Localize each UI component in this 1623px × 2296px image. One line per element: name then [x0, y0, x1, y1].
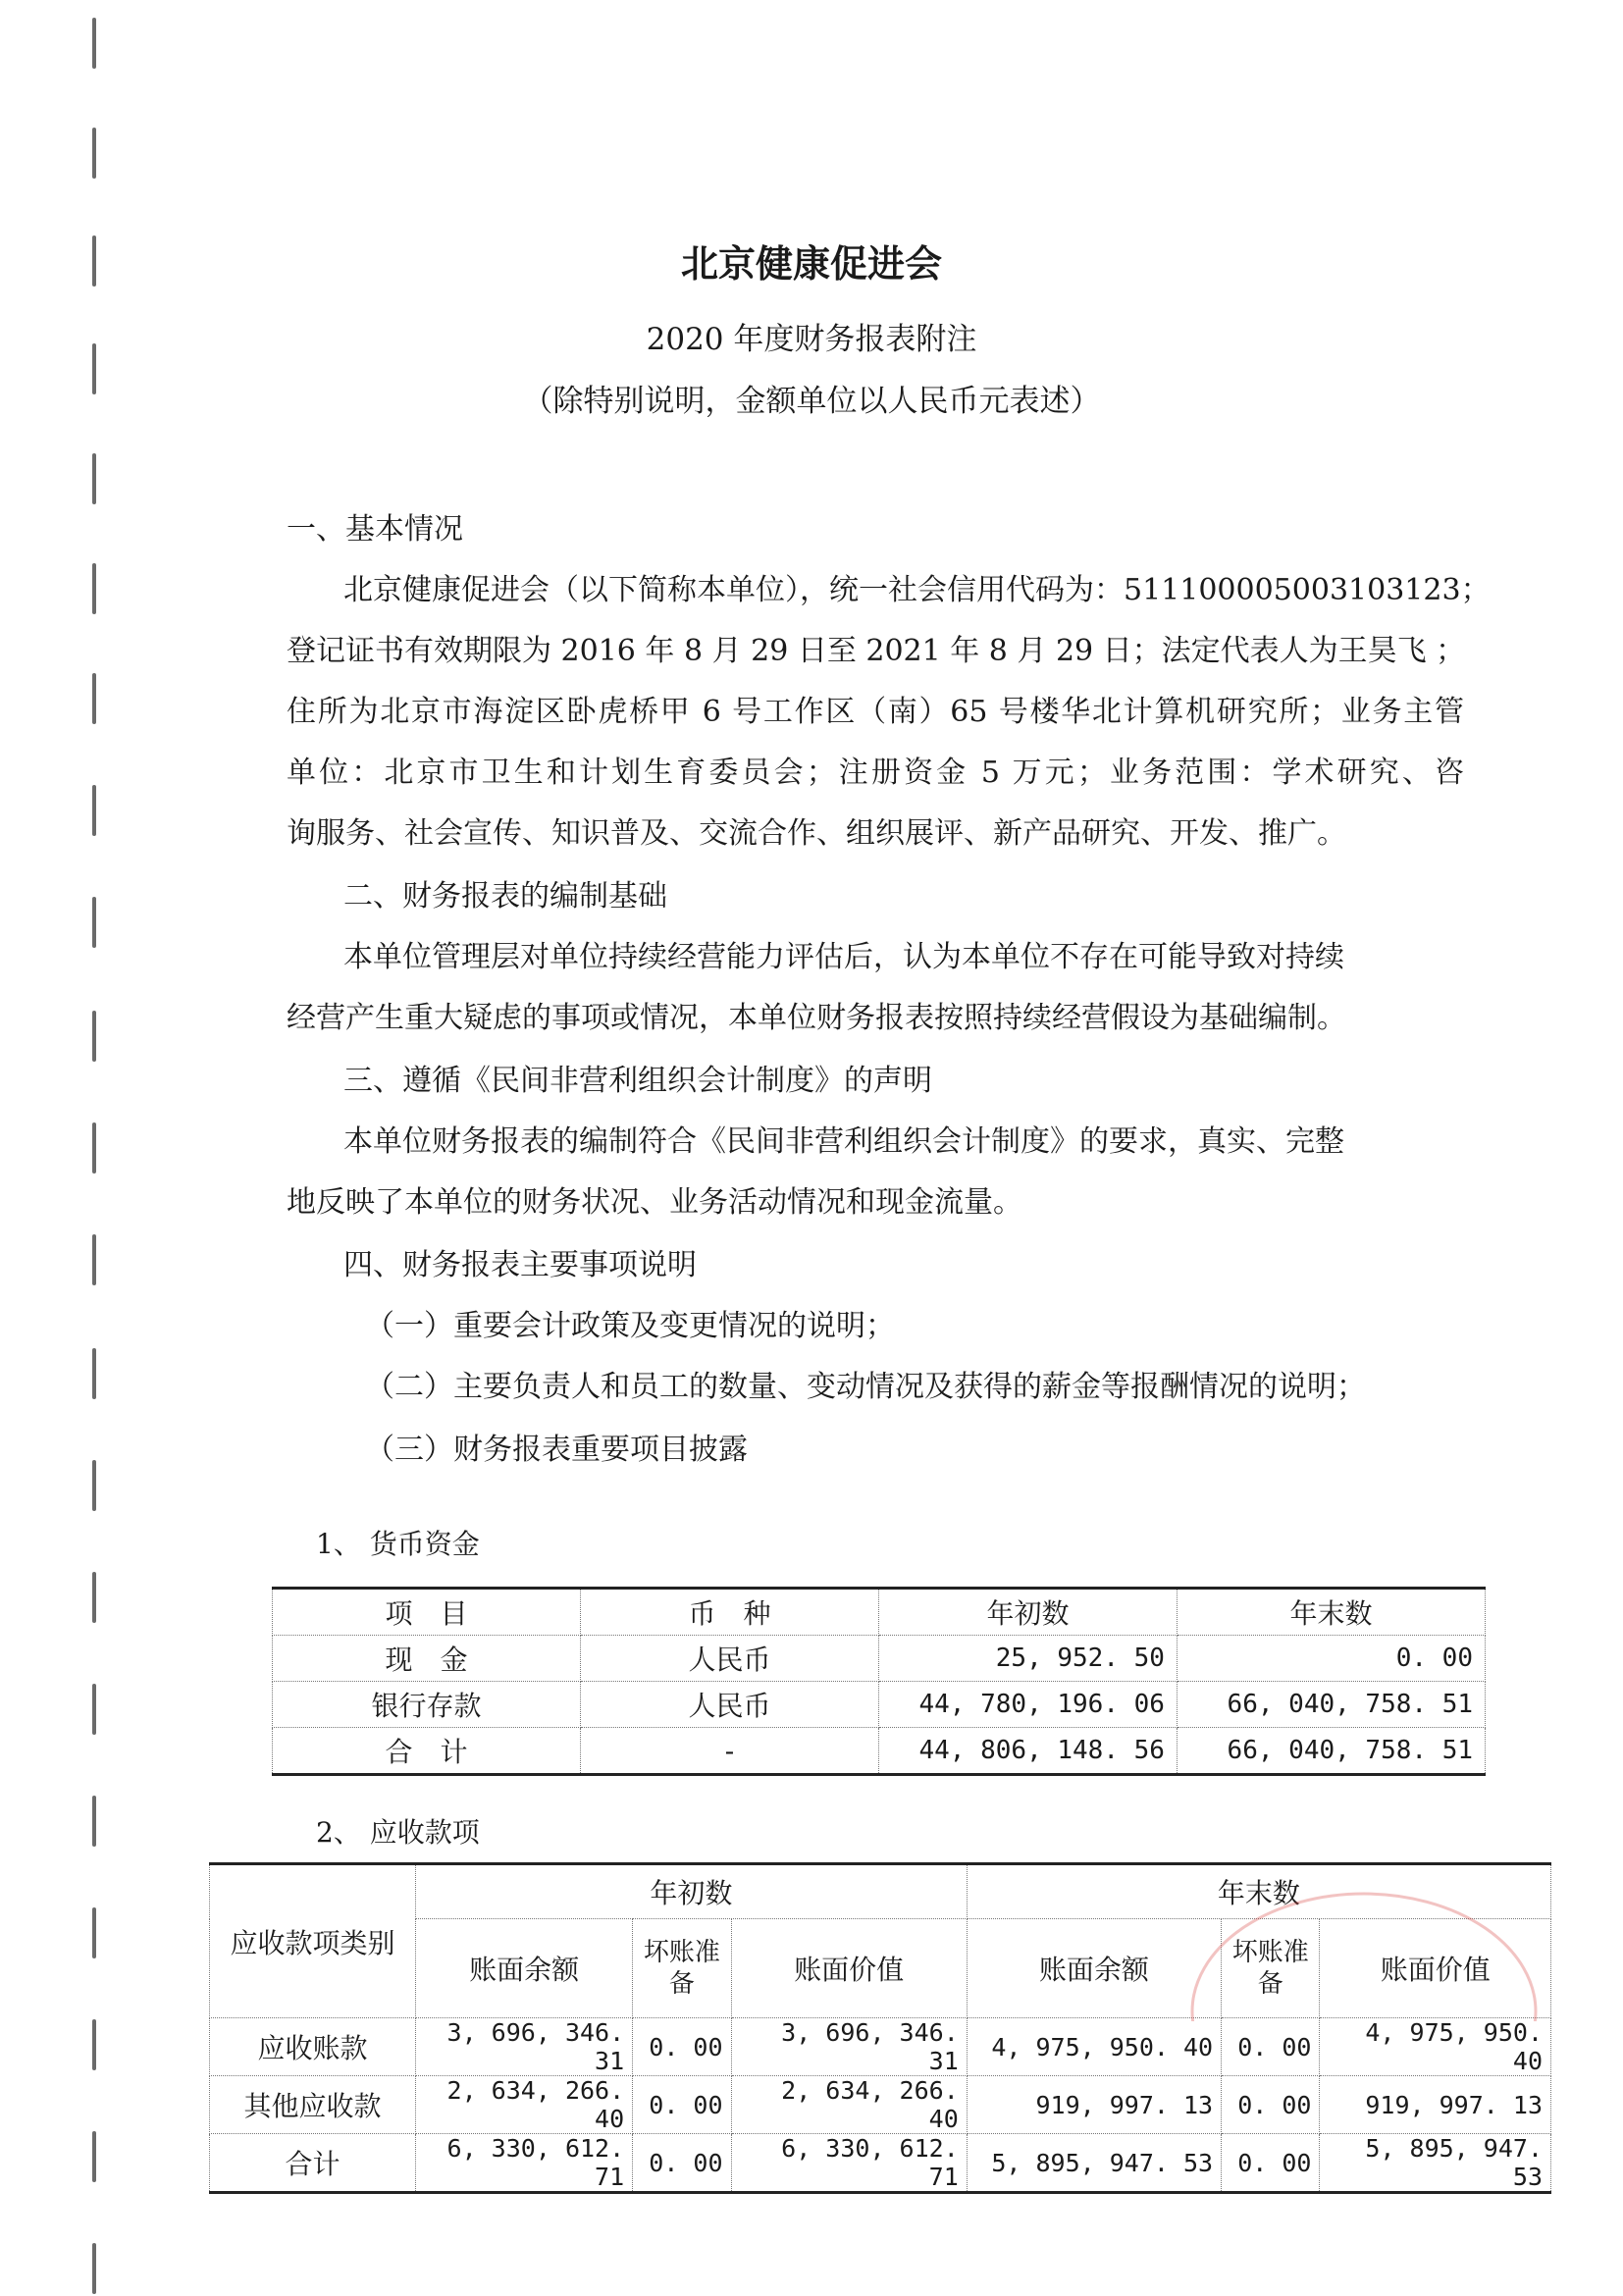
- cell: 2, 634, 266. 40: [416, 2076, 633, 2134]
- section-4-item: （三）财务报表重要项目披露: [365, 1433, 748, 1467]
- header-cell: 账面价值: [1320, 1919, 1551, 2018]
- header-cell: 应收款项类别: [210, 1864, 416, 2018]
- cell: 0. 00: [1222, 2018, 1320, 2076]
- cell: 现 金: [273, 1636, 581, 1682]
- cell: 合 计: [273, 1728, 581, 1775]
- cell: 3, 696, 346. 31: [416, 2018, 633, 2076]
- cell: 人民币: [581, 1682, 879, 1728]
- section-1-line: 住所为北京市海淀区卧虎桥甲 6 号工作区（南）65 号楼华北计算机研究所；业务主管: [287, 695, 1464, 729]
- unit-note: （除特别说明，金额单位以人民币元表述）: [522, 384, 1101, 419]
- cell: 25, 952. 50: [878, 1636, 1177, 1682]
- cell: 人民币: [581, 1636, 879, 1682]
- cell: 0. 00: [1222, 2134, 1320, 2193]
- cell: 应收账款: [210, 2018, 416, 2076]
- cell: 6, 330, 612. 71: [731, 2134, 967, 2193]
- cell: 66, 040, 758. 51: [1177, 1728, 1485, 1775]
- section-3-line: 本单位财务报表的编制符合《民间非营利组织会计制度》的要求，真实、完整: [343, 1124, 1344, 1159]
- header-cell: 币 种: [581, 1589, 879, 1636]
- section-1-line: 登记证书有效期限为 2016 年 8 月 29 日至 2021 年 8 月 29 日；法定代表人为王昊飞 ；: [287, 634, 1466, 668]
- section-4-item: （一）重要会计政策及变更情况的说明；: [365, 1309, 895, 1343]
- money-table-caption: 1、 货币资金: [316, 1528, 480, 1560]
- cell: 0. 00: [1177, 1636, 1485, 1682]
- cell: 6, 330, 612. 71: [416, 2134, 633, 2193]
- header-group: 年末数: [967, 1864, 1550, 1919]
- cell: 919, 997. 13: [967, 2076, 1221, 2134]
- section-1-line: 单位：北京市卫生和计划生育委员会；注册资金 5 万元；业务范围：学术研究、咨: [287, 756, 1464, 790]
- table-row: [273, 1728, 1486, 1775]
- table-row: [210, 2076, 1551, 2134]
- cell: 44, 780, 196. 06: [878, 1682, 1177, 1728]
- report-title: 2020 年度财务报表附注: [646, 322, 977, 357]
- header-cell: 账面价值: [731, 1919, 967, 2018]
- cell: 66, 040, 758. 51: [1177, 1682, 1485, 1728]
- header-cell: 坏账准备: [1222, 1919, 1320, 2018]
- cell: 919, 997. 13: [1320, 2076, 1551, 2134]
- cell: 2, 634, 266. 40: [731, 2076, 967, 2134]
- section-1-line: 北京健康促进会（以下简称本单位），统一社会信用代码为：511100005003103123；: [343, 573, 1491, 607]
- section-2-heading: 二、财务报表的编制基础: [343, 879, 667, 913]
- cell: 3, 696, 346. 31: [731, 2018, 967, 2076]
- cell: 0. 00: [633, 2134, 731, 2193]
- cell: 5, 895, 947. 53: [967, 2134, 1221, 2193]
- header-cell: 账面余额: [416, 1919, 633, 2018]
- section-1-heading: 一、基本情况: [287, 512, 463, 547]
- cell: 0. 00: [1222, 2076, 1320, 2134]
- header-cell: 年初数: [878, 1589, 1177, 1636]
- receivables-table-caption: 2、 应收款项: [316, 1816, 480, 1849]
- section-4-heading: 四、财务报表主要事项说明: [343, 1248, 697, 1282]
- table-row: [210, 2018, 1551, 2076]
- table-row: [273, 1636, 1486, 1682]
- header-group: 年初数: [416, 1864, 968, 1919]
- header-cell: 项 目: [273, 1589, 581, 1636]
- cell: 0. 00: [633, 2076, 731, 2134]
- cell: 44, 806, 148. 56: [878, 1728, 1177, 1775]
- money-table: [272, 1587, 1486, 1776]
- cell: 4, 975, 950. 40: [967, 2018, 1221, 2076]
- section-2-line: 经营产生重大疑虑的事项或情况，本单位财务报表按照持续经营假设为基础编制。: [287, 1001, 1346, 1035]
- table-row: [210, 2134, 1551, 2193]
- section-2-line: 本单位管理层对单位持续经营能力评估后，认为本单位不存在可能导致对持续: [343, 940, 1344, 974]
- section-3-line: 地反映了本单位的财务状况、业务活动情况和现金流量。: [287, 1185, 1022, 1220]
- cell: 4, 975, 950. 40: [1320, 2018, 1551, 2076]
- table-header-row: [273, 1589, 1486, 1636]
- seal-ring: [1192, 1894, 1536, 2021]
- cell: 0. 00: [633, 2018, 731, 2076]
- org-name: 北京健康促进会: [680, 242, 942, 286]
- header-cell: 年末数: [1177, 1589, 1485, 1636]
- header-cell: 账面余额: [967, 1919, 1221, 2018]
- cell: -: [581, 1728, 879, 1775]
- section-3-heading: 三、遵循《民间非营利组织会计制度》的声明: [343, 1064, 932, 1098]
- table-row: [273, 1682, 1486, 1728]
- section-1-line: 询服务、社会宣传、知识普及、交流合作、组织展评、新产品研究、开发、推广。: [287, 816, 1346, 851]
- cell: 合计: [210, 2134, 416, 2193]
- header-cell: 坏账准备: [633, 1919, 731, 2018]
- section-4-item: （二）主要负责人和员工的数量、变动情况及获得的薪金等报酬情况的说明；: [365, 1370, 1366, 1404]
- company-seal-stamp: [1187, 1874, 1541, 2021]
- cell: 5, 895, 947. 53: [1320, 2134, 1551, 2193]
- cell: 其他应收款: [210, 2076, 416, 2134]
- cell: 银行存款: [273, 1682, 581, 1728]
